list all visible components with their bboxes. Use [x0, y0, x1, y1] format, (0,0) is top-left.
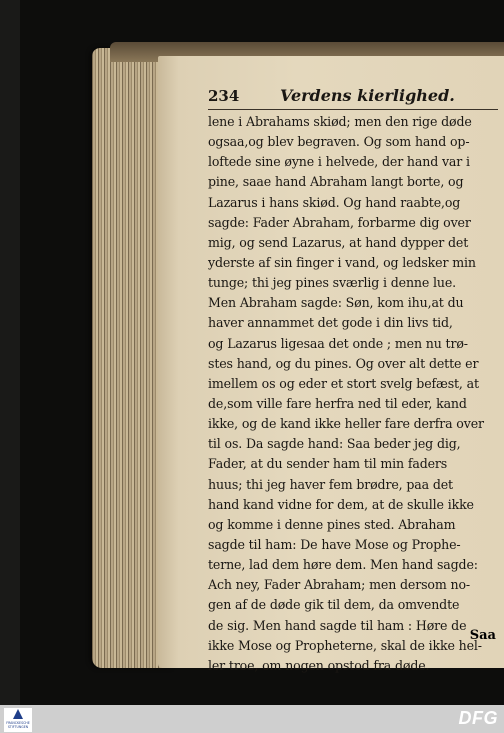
- book: [92, 42, 504, 673]
- francke-foundation-logo[interactable]: [4, 708, 32, 732]
- text-line: pine, saae hand Abraham langt borte, og: [208, 174, 464, 190]
- text-line: lene i Abrahams skiød; men den rige døde: [208, 114, 472, 129]
- text-line: tunge; thi jeg pines sværlig i denne lue.: [208, 275, 457, 291]
- text-line: til os. Da sagde hand: Saa beder jeg dig,: [208, 436, 461, 452]
- text-line: stes hand, og du pines. Og over alt dette er: [208, 355, 479, 371]
- eagle-icon: [13, 709, 23, 719]
- text-line: imellem os og eder et stort svelg befæst, at: [208, 375, 479, 391]
- catchword: Saa: [469, 628, 496, 643]
- scanner-edge: [0, 0, 20, 705]
- text-line: ogsaa,og blev begraven. Og som hand op-: [208, 134, 470, 150]
- text-line: de sig. Men hand sagde til ham : Høre de: [208, 617, 467, 633]
- dfg-logo[interactable]: DFG: [458, 708, 498, 728]
- text-line: ikke Mose og Propheterne, skal de ikke hel-: [208, 637, 482, 653]
- text-line: ikke, og de kand ikke heller fare derfra over: [208, 416, 484, 432]
- text-line: yderste af sin finger i vand, og ledsker min: [208, 254, 476, 270]
- text-line: terne, lad dem høre dem. Men hand sagde:: [208, 557, 478, 573]
- text-line: huus; thi jeg haver fem brødre, paa det: [208, 476, 453, 492]
- text-line: mig, og send Lazarus, at hand dypper det: [208, 234, 469, 250]
- logo-text: FRANCKESCHE STIFTUNGEN: [6, 721, 30, 729]
- text-line: Fader, at du sender ham til min faders: [208, 456, 448, 472]
- page-number: 234: [208, 87, 240, 105]
- text-line: Ach ney, Fader Abraham; men dersom no-: [208, 577, 470, 593]
- text-line: Lazarus i hans skiød. Og hand raabte,og: [208, 194, 461, 210]
- running-title: Verdens kierlighed.: [280, 86, 455, 105]
- text-line: sagde: Fader Abraham, forbarme dig over: [208, 214, 471, 230]
- viewer-footer: [0, 705, 504, 733]
- text-line: sagde til ham: De have Mose og Prophe-: [208, 536, 461, 552]
- text-line: hand kand vidne for dem, at de skulle ikke: [208, 496, 474, 512]
- text-line: Men Abraham sagde: Søn, kom ihu,at du: [208, 295, 464, 311]
- page-text-block: [208, 86, 498, 673]
- book-page: [158, 56, 504, 673]
- text-line: de,som ville fare herfra ned til eder, kand: [208, 395, 467, 411]
- text-line: ler troe, om nogen opstod fra døde.: [208, 657, 430, 673]
- text-line: og komme i denne pines sted. Abraham: [208, 516, 456, 532]
- text-line: og Lazarus ligesaa det onde ; men nu trø-: [208, 335, 468, 351]
- running-head: [208, 86, 498, 110]
- text-line: loftede sine øyne i helvede, der hand var i: [208, 154, 470, 170]
- text-line: gen af de døde gik til dem, da omvendte: [208, 597, 460, 613]
- body-text: [208, 112, 498, 676]
- text-line: haver annammet det gode i din livs tid,: [208, 315, 453, 331]
